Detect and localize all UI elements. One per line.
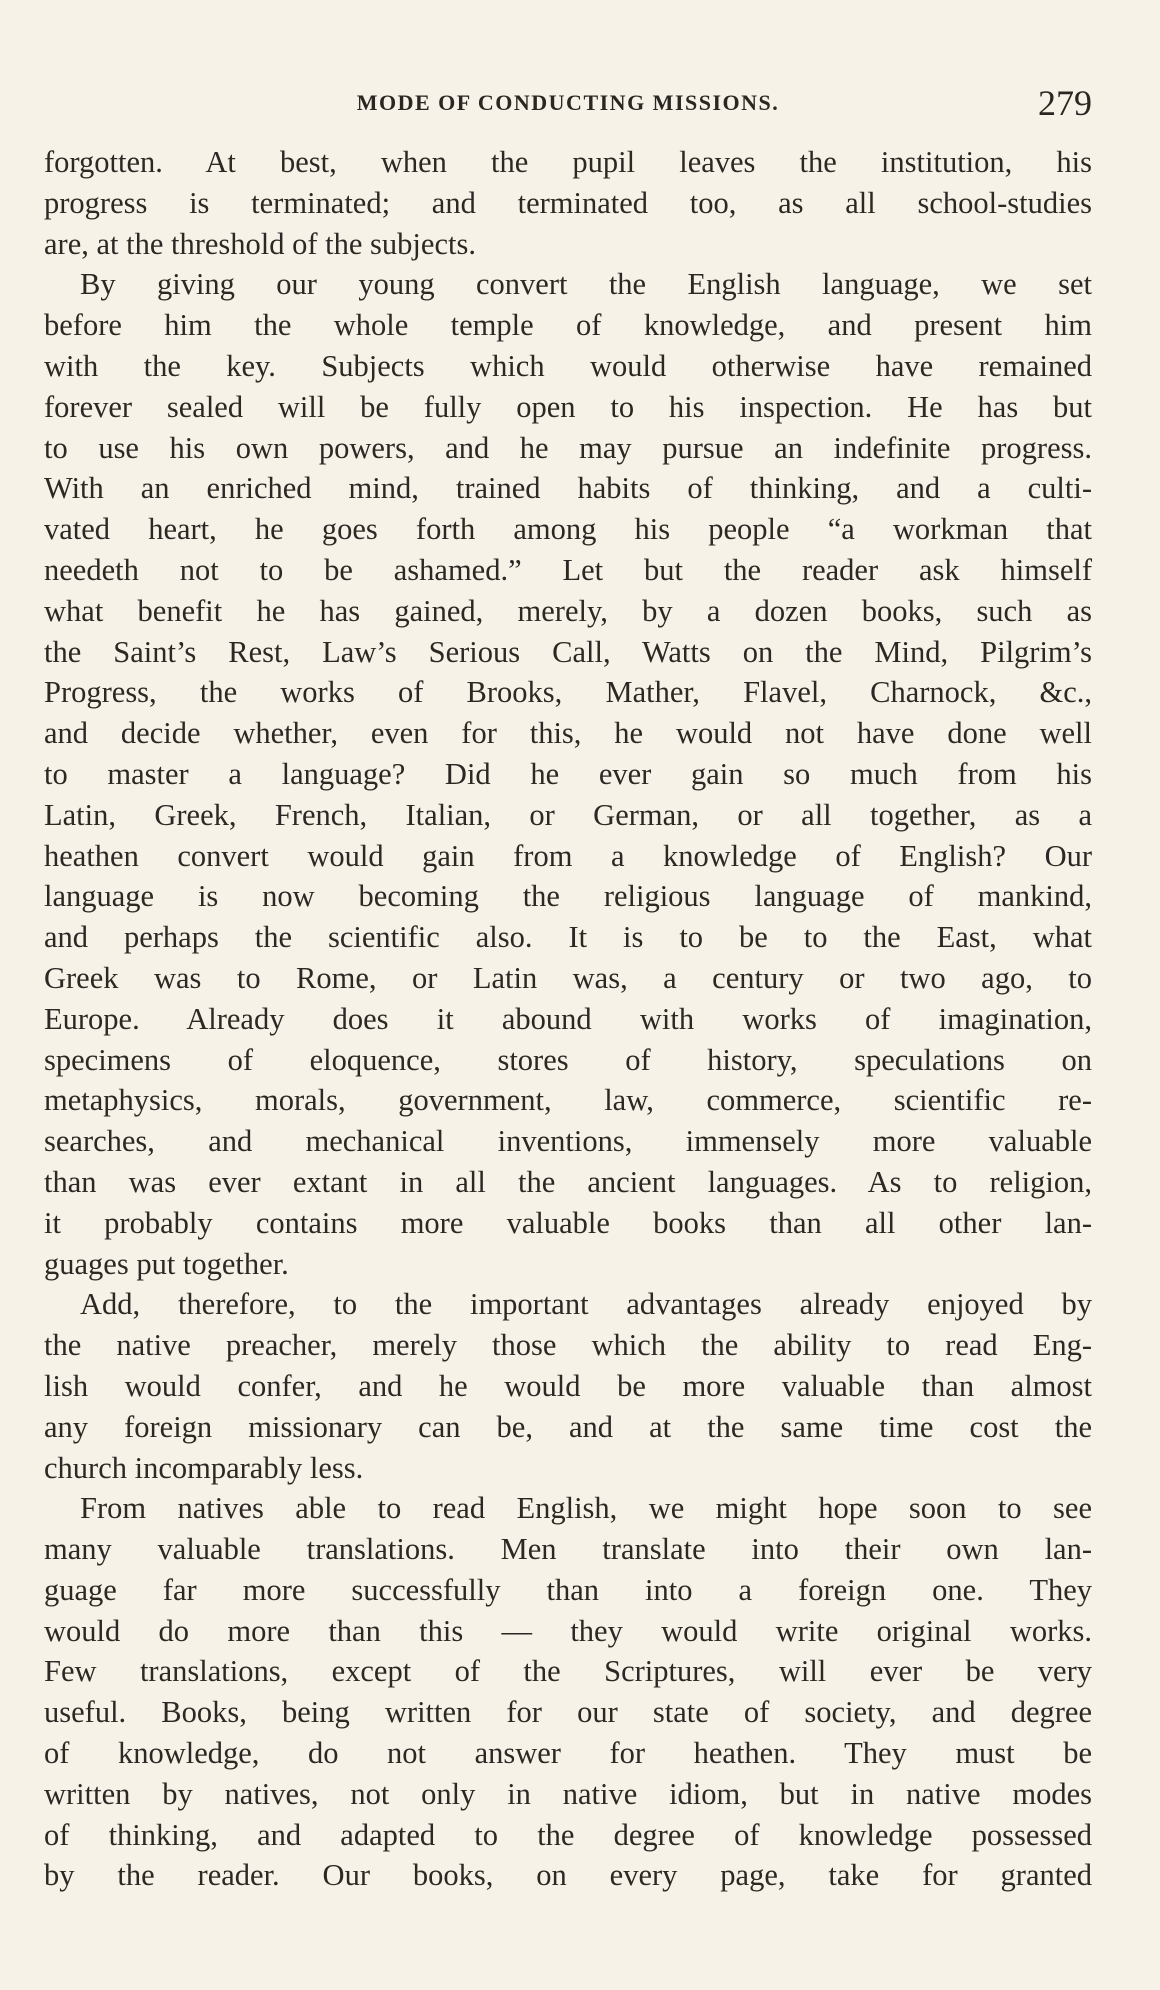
body-text xyxy=(44,142,1092,1896)
text-line: to use his own powers, and he may pursue an indefinite progress. xyxy=(44,430,1092,465)
text-line: By giving our young convert the English language, we set xyxy=(80,267,1092,302)
text-line: searches, and mechanical inventions, immensely more valuable xyxy=(44,1124,1092,1159)
text-line: metaphysics, morals, government, law, commerce, scientific re- xyxy=(44,1083,1092,1118)
text-line: before him the whole temple of knowledge, and present him xyxy=(44,308,1092,343)
text-line: needeth not to be ashamed.” Let but the reader ask himself xyxy=(44,552,1092,587)
text-line: of knowledge, do not answer for heathen. They must be xyxy=(44,1736,1092,1771)
text-line: with the key. Subjects which would otherwise have remained xyxy=(44,348,1092,383)
text-line: With an enriched mind, trained habits of thinking, and a culti- xyxy=(44,471,1092,506)
text-line: what benefit he has gained, merely, by a dozen books, such as xyxy=(44,593,1092,628)
text-line: and perhaps the scientific also. It is to be to the East, what xyxy=(44,920,1092,955)
text-line: language is now becoming the religious language of mankind, xyxy=(44,879,1092,914)
text-line: guages put together. xyxy=(44,1246,289,1281)
text-line: many valuable translations. Men translate into their own lan- xyxy=(44,1532,1092,1567)
text-line: the native preacher, merely those which the ability to read Eng- xyxy=(44,1328,1092,1363)
text-line: would do more than this — they would write original works. xyxy=(44,1613,1092,1648)
text-line: From natives able to read English, we might hope soon to see xyxy=(80,1491,1092,1526)
text-line: to master a language? Did he ever gain so much from his xyxy=(44,756,1092,791)
text-line: than was ever extant in all the ancient languages. As to religion, xyxy=(44,1164,1092,1199)
text-line: by the reader. Our books, on every page, take for granted xyxy=(44,1858,1092,1893)
text-line: forever sealed will be fully open to his inspection. He has but xyxy=(44,389,1092,424)
page-number: 279 xyxy=(1038,83,1092,123)
text-line: it probably contains more valuable books than all other lan- xyxy=(44,1205,1092,1240)
text-line: Add, therefore, to the important advantages already enjoyed by xyxy=(80,1287,1092,1322)
text-line: of thinking, and adapted to the degree of knowledge possessed xyxy=(44,1817,1092,1852)
text-line: forgotten. At best, when the pupil leaves the institution, his xyxy=(44,145,1092,179)
text-line: Europe. Already does it abound with works of imagination, xyxy=(44,1001,1092,1036)
text-line: useful. Books, being written for our state of society, and degree xyxy=(44,1695,1092,1730)
text-line: Greek was to Rome, or Latin was, a century or two ago, to xyxy=(44,960,1092,995)
text-line: heathen convert would gain from a knowledge of English? Our xyxy=(44,838,1092,873)
text-line: specimens of eloquence, stores of history, speculations on xyxy=(44,1042,1092,1077)
text-line: Few translations, except of the Scriptures, will ever be very xyxy=(44,1654,1092,1689)
text-line: church incomparably less. xyxy=(44,1450,364,1485)
text-line: Latin, Greek, French, Italian, or German, or all together, as a xyxy=(44,797,1092,832)
text-line: are, at the threshold of the subjects. xyxy=(44,226,476,261)
text-line: vated heart, he goes forth among his people “a workman that xyxy=(44,512,1092,547)
running-head-title: MODE OF CONDUCTING MISSIONS. xyxy=(356,90,780,115)
text-line: any foreign missionary can be, and at the same time cost the xyxy=(44,1409,1092,1444)
running-head xyxy=(44,82,1092,122)
text-line: guage far more successfully than into a foreign one. They xyxy=(44,1572,1092,1607)
text-line: the Saint’s Rest, Law’s Serious Call, Watts on the Mind, Pilgrim’s xyxy=(44,634,1092,669)
text-line: and decide whether, even for this, he would not have done well xyxy=(44,716,1092,751)
text-line: written by natives, not only in native idiom, but in native modes xyxy=(44,1776,1092,1811)
text-line: Progress, the works of Brooks, Mather, Flavel, Charnock, &c., xyxy=(44,675,1092,710)
text-line: lish would confer, and he would be more valuable than almost xyxy=(44,1368,1092,1403)
text-line: progress is terminated; and terminated too, as all school-studies xyxy=(44,185,1092,220)
